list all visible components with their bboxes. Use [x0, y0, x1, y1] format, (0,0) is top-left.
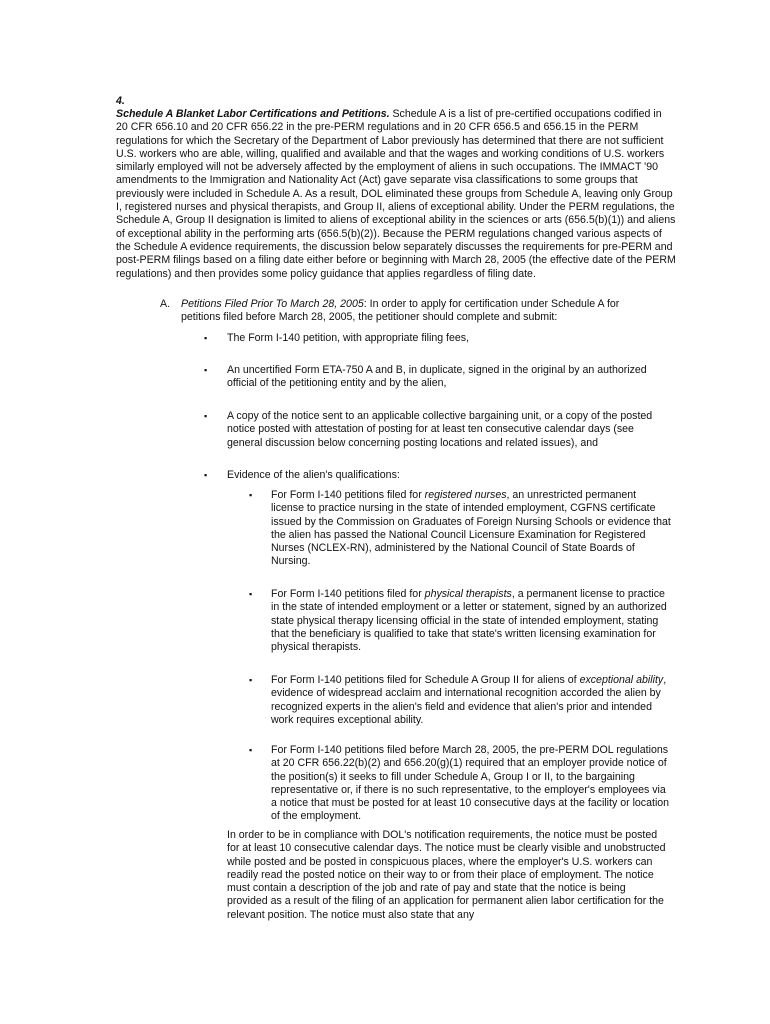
- sub-bullet-exceptional-ability: For Form I-140 petitions filed for Schedule A Group II for aliens of exceptional ability, evidence of widespread acclaim and international recognition accorded the alien by recognized experts in the alien's field and evidence that alien's prior and intended work requires exceptional ability.: [271, 674, 667, 726]
- sub-bullet-marker: ▪: [249, 675, 253, 685]
- bullet-item-eta750: An uncertified Form ETA-750 A and B, in duplicate, signed in the original by an authorized official of the petitioning entity and by the alien,: [227, 364, 647, 390]
- bullet-marker: ▪: [204, 333, 208, 343]
- bullet-item-notice-copy: A copy of the notice sent to an applicable collective bargaining unit, or a copy of the posted notice posted with attestation of posting for at least ten consecutive calendar days (see general discussion below concerning posting locations and related issues), and: [227, 410, 653, 449]
- subsection-a-title: Petitions Filed Prior To March 28, 2005: [181, 298, 364, 310]
- sub-bullet-marker: ▪: [249, 745, 253, 755]
- bullet-item-filing-fees: The Form I-140 petition, with appropriate filing fees,: [227, 332, 470, 344]
- intro-paragraph: [116, 108, 676, 281]
- sub-bullet-marker: ▪: [249, 589, 253, 599]
- section-heading: Schedule A Blanket Labor Certifications and Petitions.: [116, 108, 390, 120]
- bullet-marker: ▪: [204, 411, 208, 421]
- sub-bullet-pre-perm-notice: For Form I-140 petitions filed before March 28, 2005, the pre-PERM DOL regulations at 20 CFR 656.22(b)(2) and 656.20(g)(1) required that an employer provide notice of the position(s) it seeks to fill under Schedule A, Group I or II, to the bargaining representative or, if there is no such representative, to the employer's employees via a notice that must be posted for at least 10 consecutive days at the facility or location of the employment.: [271, 744, 670, 823]
- sub-bullet-registered-nurses: For Form I-140 petitions filed for registered nurses, an unrestricted permanent license to practice nursing in the state of intended employment, CGFNS certificate issued by the Commission on Graduates of Foreign Nursing Schools or evidence that the alien has passed the National Council Licensure Examination for Registered Nurses (NCLEX-RN), administered by the National Council of State Boards of Nursing.: [271, 489, 671, 568]
- sub-bullet-marker: ▪: [249, 490, 253, 500]
- notice-requirements-paragraph: In order to be in compliance with DOL's notification requirements, the notice must be posted for at least 10 consecutive calendar days. The notice must be clearly visible and unobstructed while posted and be posted in conspicuous places, where the employer's U.S. workers can readily read the posted notice on their way to or from their place of employment. The notice must contain a description of the job and rate of pay and state that the notice is being provided as a result of the filing of an application for permanent alien labor certification for the relevant position. The notice must also state that any: [227, 829, 666, 921]
- section-number: 4.: [116, 95, 125, 107]
- subsection-a-paragraph: [181, 298, 661, 325]
- bullet-marker: ▪: [204, 470, 208, 480]
- subsection-a-text: : In order to apply for certification under Schedule A for petitions filed before March 28, 2005, the petitioner should complete and submit:: [181, 298, 620, 324]
- bullet-item-qualifications: Evidence of the alien's qualifications:: [227, 469, 400, 481]
- sub-bullet-physical-therapists: For Form I-140 petitions filed for physical therapists, a permanent license to practice in the state of intended employment or a letter or statement, signed by an authorized state physical therapy licensing official in the state of intended employment, stating that the beneficiary is qualified to take that state's written licensing examination for physical therapists.: [271, 588, 667, 654]
- subsection-a-label: A.: [160, 298, 171, 310]
- bullet-marker: ▪: [204, 365, 208, 375]
- intro-text: Schedule A is a list of pre-certified occupations codified in 20 CFR 656.10 and 20 CFR 656.22 in the pre-PERM regulations and in 20 CFR 656.5 and 656.15 in the PERM regulations for which the Secretary of the Department of Labor previously has determined that there are not sufficient U.S. workers who are able, willing, qualified and available and that the wages and working conditions of U.S. workers similarly employed will not be adversely affected by the employment of aliens in such occupations. The IMMACT '90 amendments to the Immigration and Nationality Act (Act) gave separate visa classifications to some groups that previously were included in Schedule A. As a result, DOL eliminated these groups from Schedule A, leaving only Group I, registered nurses and physical therapists, and Group II, aliens of exceptional ability. Under the PERM regulations, the Schedule A, Group II designation is limited to aliens of exceptional ability in the sciences or arts (656.5(b)(1)) and aliens of exceptional ability in the performing arts (656.5(b)(2)). Because the PERM regulations changed various aspects of the Schedule A evidence requirements, the discussion below separately discusses the requirements for pre-PERM and post-PERM filings based on a filing date either before or beginning with March 28, 2005 (the effective date of the PERM regulations) and then provides some policy guidance that applies regardless of filing date.: [116, 108, 676, 280]
